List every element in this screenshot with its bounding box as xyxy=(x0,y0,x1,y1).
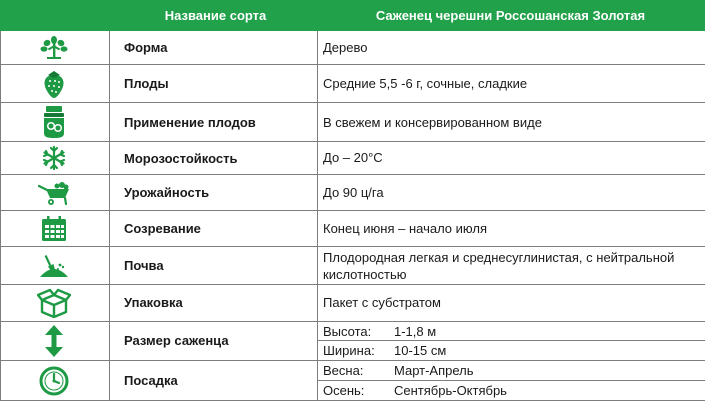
row-label-soil: Почва xyxy=(124,258,164,273)
table-row-fruits xyxy=(0,65,705,103)
row-label-size: Размер саженца xyxy=(124,333,229,348)
table-row-size xyxy=(0,322,705,361)
clock-icon xyxy=(22,361,86,400)
planting-subdivider xyxy=(318,380,705,381)
row-value-soil xyxy=(323,249,698,283)
row-label-ripening: Созревание xyxy=(124,221,201,236)
size-subdivider xyxy=(318,340,705,341)
table-row-form xyxy=(0,31,705,65)
table-row-usage xyxy=(0,103,705,142)
jam-jar-icon xyxy=(22,103,86,141)
snowflake-icon xyxy=(22,142,86,174)
row-label-package: Упаковка xyxy=(124,295,183,310)
row-label-form: Форма xyxy=(124,40,168,55)
table-row-planting xyxy=(0,361,705,401)
height-key: Высота: xyxy=(323,324,372,339)
shovel-soil-icon xyxy=(22,247,86,284)
spring-value: Март-Апрель xyxy=(394,363,474,378)
row-label-usage: Применение плодов xyxy=(124,115,256,130)
row-value-package: Пакет с субстратом xyxy=(323,295,441,310)
calendar-icon xyxy=(22,211,86,246)
table-row-package xyxy=(0,285,705,322)
row-label-frost: Морозостойкость xyxy=(124,151,238,166)
width-key: Ширина: xyxy=(323,343,375,358)
table-row-soil xyxy=(0,247,705,285)
autumn-key: Осень: xyxy=(323,383,365,398)
height-value: 1-1,8 м xyxy=(394,324,437,339)
row-label-fruits: Плоды xyxy=(124,76,169,91)
row-label-planting: Посадка xyxy=(124,373,178,388)
table-header xyxy=(0,0,705,31)
row-value-frost: До – 20°C xyxy=(323,150,383,165)
wheelbarrow-icon xyxy=(22,175,86,210)
row-label-yield: Урожайность xyxy=(124,185,210,200)
strawberry-icon xyxy=(22,65,86,102)
vertical-arrows-icon xyxy=(22,322,86,360)
box-icon xyxy=(22,285,86,321)
soil-value-line-2: кислотностью xyxy=(323,267,407,282)
header-variety-title: Саженец черешни Россошанская Золотая xyxy=(375,8,646,23)
autumn-value: Сентябрь-Октябрь xyxy=(394,383,507,398)
header-variety-name: Название сорта xyxy=(164,8,267,23)
table-row-frost xyxy=(0,142,705,175)
row-value-fruits: Средние 5,5 -6 г, сочные, сладкие xyxy=(323,76,528,91)
soil-value-line-1: Плодородная легкая и среднесуглинистая, с нейтральной xyxy=(323,250,675,265)
row-value-usage: В свежем и консервированном виде xyxy=(323,115,542,130)
row-value-yield: До 90 ц/га xyxy=(323,185,384,200)
table-row-yield xyxy=(0,175,705,211)
row-value-form: Дерево xyxy=(323,40,368,55)
table-row-ripening xyxy=(0,211,705,247)
tree-icon xyxy=(22,31,86,64)
spring-key: Весна: xyxy=(323,363,364,378)
row-value-ripening: Конец июня – начало июля xyxy=(323,221,488,236)
width-value: 10-15 см xyxy=(394,343,447,358)
